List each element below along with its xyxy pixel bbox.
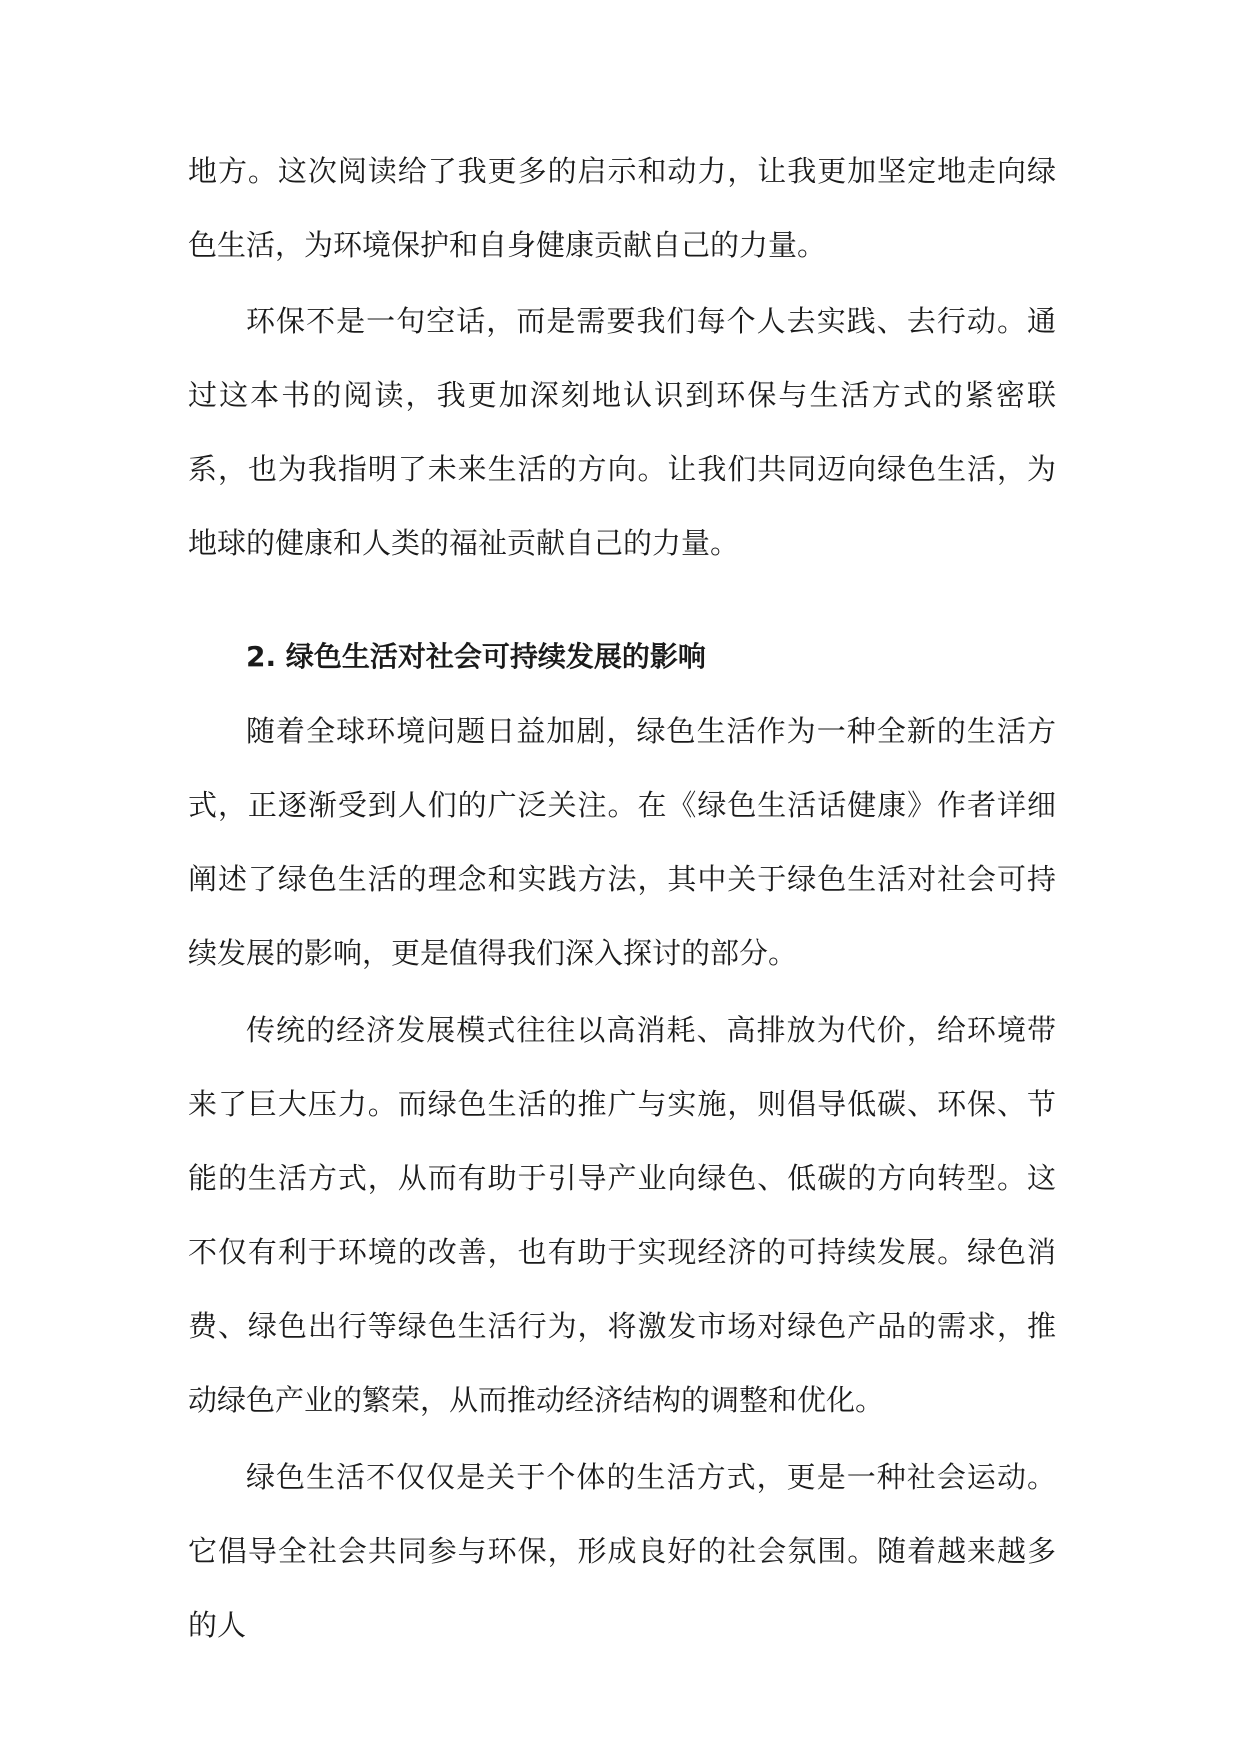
paragraph-continuation: 地方。这次阅读给了我更多的启示和动力，让我更加坚定地走向绿色生活，为环境保护和自身健康贡献自己的力量。 [188,154,1056,262]
section-heading: 2. 绿色生活对社会可持续发展的影响 [246,640,706,673]
paragraph-economy: 传统的经济发展模式往往以高消耗、高排放为代价，给环境带来了巨大压力。而绿色生活的推广与实施，则倡导低碳、环保、节能的生活方式，从而有助于引导产业向绿色、低碳的方向转型。这不仅有利于环境的改善，也有助于实现经济的可持续发展。绿色消费、绿色出行等绿色生活行为，将激发市场对绿色产品的需求，推动绿色产业的繁荣，从而推动经济结构的调整和优化。 [188,1013,1056,1417]
paragraph-society: 绿色生活不仅仅是关于个体的生活方式，更是一种社会运动。它倡导全社会共同参与环保，形成良好的社会氛围。随着越来越多的人 [188,1460,1056,1642]
paragraph-intro: 随着全球环境问题日益加剧，绿色生活作为一种全新的生活方式，正逐渐受到人们的广泛关注。在《绿色生活话健康》作者详细阐述了绿色生活的理念和实践方法，其中关于绿色生活对社会可持续发展的影响，更是值得我们深入探讨的部分。 [188,714,1056,970]
paragraph-environment: 环保不是一句空话，而是需要我们每个人去实践、去行动。通过这本书的阅读，我更加深刻地认识到环保与生活方式的紧密联系，也为我指明了未来生活的方向。让我们共同迈向绿色生活，为地球的健康和人类的福祉贡献自己的力量。 [188,304,1056,560]
